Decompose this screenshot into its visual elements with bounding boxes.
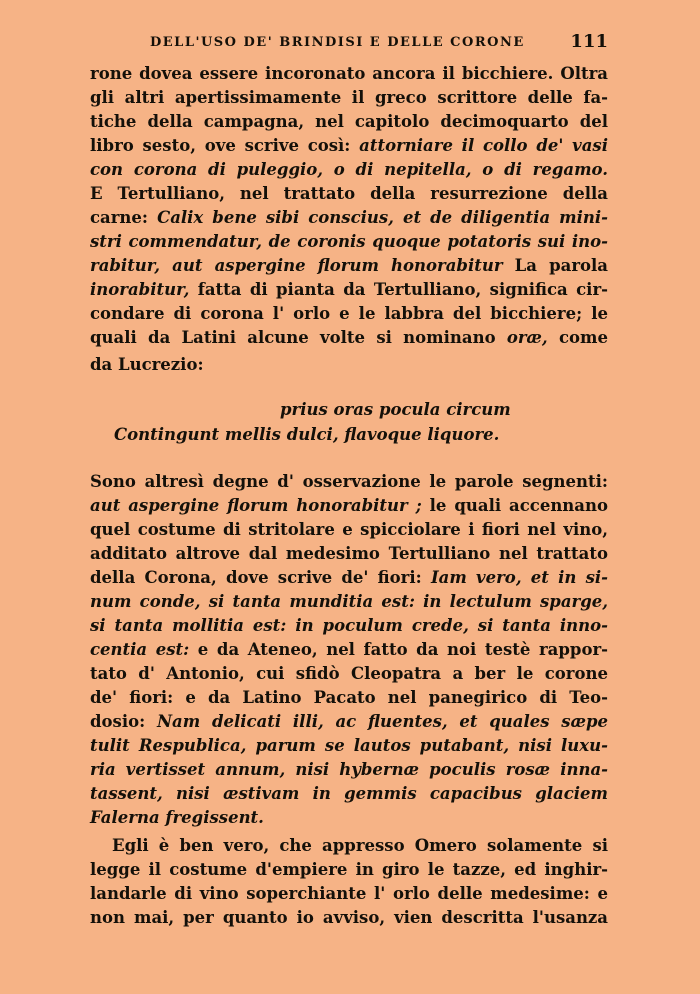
text-line <box>90 710 608 734</box>
verse-quote-line: Contingunt mellis dulci, flavoque liquore. <box>114 425 500 444</box>
roman-text: le quali accennano <box>421 496 608 515</box>
italic-text: con corona di puleggio, o di nepitella, o di regamo. <box>90 160 608 179</box>
text-line <box>112 834 608 858</box>
text-line <box>90 254 608 278</box>
roman-text: Sono altresì degne d' osservazione le parole segnenti: <box>90 472 608 491</box>
italic-text: tassent, nisi æstivam in gemmis capacibus glaciem <box>90 784 608 803</box>
roman-text: libro sesto, ove scrive così: <box>90 136 360 155</box>
text-line <box>90 638 608 662</box>
text-line <box>90 86 608 110</box>
text-line <box>90 302 608 326</box>
roman-text: tato d' Antonio, cui sfidò Cleopatra a ber le corone <box>90 664 608 683</box>
running-title: DELL'USO DE' BRINDISI E DELLE CORONE <box>150 35 525 50</box>
roman-text: quali da Latini alcune volte si nominano <box>90 328 507 347</box>
italic-text: attorniare il collo de' vasi <box>359 136 608 155</box>
text-line <box>90 278 608 302</box>
text-line <box>90 734 608 758</box>
text-line <box>90 782 608 806</box>
running-head <box>150 31 608 57</box>
roman-text: come <box>547 328 608 347</box>
text-line <box>90 470 608 494</box>
roman-text: legge il costume d'empiere in giro le tazze, ed inghir- <box>90 860 608 879</box>
text-line <box>90 858 608 882</box>
italic-text: Calix bene sibi conscius, et de diligentia mini- <box>157 208 609 227</box>
roman-text: E Tertulliano, nel trattato della resurrezione della <box>90 184 608 203</box>
italic-text: Iam vero, et in si- <box>430 568 608 587</box>
text-line <box>90 353 608 377</box>
text-line <box>90 906 608 930</box>
text-line <box>90 230 608 254</box>
text-line <box>90 686 608 710</box>
text-line <box>90 62 608 86</box>
italic-text: rabitur, aut aspergine florum honorabitur <box>90 256 503 275</box>
text-line <box>90 614 608 638</box>
text-line <box>90 494 608 518</box>
roman-text: carne: <box>90 208 158 227</box>
roman-text: additato altrove dal medesimo Tertulliano nel trattato <box>90 544 608 563</box>
roman-text: rone dovea essere incoronato ancora il bicchiere. Oltra <box>90 64 608 83</box>
italic-text: Falerna fregissent. <box>90 808 264 827</box>
italic-text: stri commendatur, de coronis quoque potatoris sui ino- <box>90 232 608 251</box>
roman-text: Egli è ben vero, che appresso Omero solamente si <box>112 836 608 855</box>
roman-text: quel costume di stritolare e spicciolare i fiori nel vino, <box>90 520 608 539</box>
text-line <box>90 326 608 350</box>
text-line <box>90 758 608 782</box>
roman-text: La parola <box>502 256 608 275</box>
italic-text: aut aspergine florum honorabitur ; <box>90 496 422 515</box>
text-line <box>90 158 608 182</box>
roman-text: della Corona, dove scrive de' fiori: <box>90 568 431 587</box>
text-line <box>90 518 608 542</box>
text-line <box>90 806 608 830</box>
roman-text: landarle di vino soperchiante l' orlo delle medesime: e <box>90 884 608 903</box>
italic-text: inorabitur, <box>90 280 190 299</box>
italic-text: oræ, <box>506 328 548 347</box>
text-line <box>90 590 608 614</box>
roman-text: tiche della campagna, nel capitolo decimoquarto del <box>90 112 608 131</box>
text-line <box>90 110 608 134</box>
roman-text: gli altri apertissimamente il greco scrittore delle fa- <box>90 88 608 107</box>
roman-text: dosio: <box>90 712 157 731</box>
text-line <box>90 206 608 230</box>
italic-text: tulit Respublica, parum se lautos putabant, nisi luxu- <box>90 736 608 755</box>
italic-text: num conde, si tanta munditia est: in lectulum sparge, <box>90 592 608 611</box>
roman-text: fatta di pianta da Tertulliano, significa cir- <box>189 280 608 299</box>
text-line <box>90 566 608 590</box>
text-line <box>90 662 608 686</box>
page-number: 111 <box>570 31 608 52</box>
italic-text: ria vertisset annum, nisi hybernæ poculis rosæ inna- <box>90 760 608 779</box>
text-line <box>90 882 608 906</box>
text-line <box>90 542 608 566</box>
italic-text: si tanta mollitia est: in poculum crede, si tanta inno- <box>90 616 608 635</box>
roman-text: e da Ateneo, nel fatto da noi testè rappor- <box>189 640 608 659</box>
italic-text: centia est: <box>90 640 190 659</box>
text-line <box>90 182 608 206</box>
italic-text: Nam delicati illi, ac fluentes, et quales sæpe <box>156 712 608 731</box>
roman-text: non mai, per quanto io avviso, vien descritta l'usanza <box>90 908 608 927</box>
roman-text: condare di corona l' orlo e le labbra del bicchiere; le <box>90 304 608 323</box>
text-line <box>90 134 608 158</box>
verse-quote-line: prius oras pocula circum <box>280 400 511 419</box>
roman-text: da Lucrezio: <box>90 355 204 374</box>
roman-text: de' fiori: e da Latino Pacato nel panegirico di Teo- <box>90 688 608 707</box>
